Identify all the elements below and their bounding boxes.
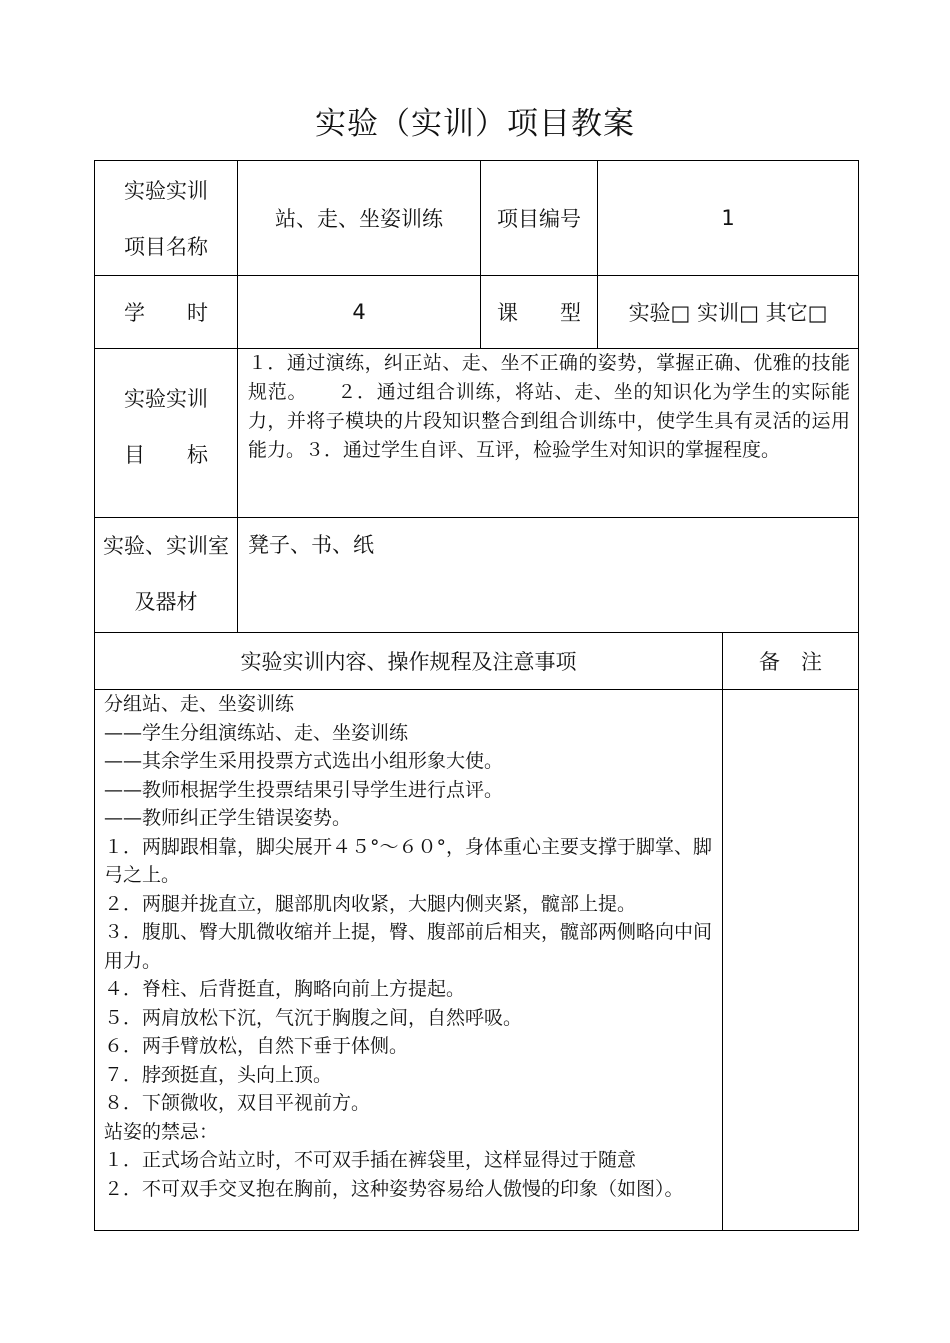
content-line: ——学生分组演练站、走、坐姿训练 xyxy=(104,721,409,744)
remarks-body xyxy=(723,690,858,1230)
project-name-label xyxy=(95,161,238,276)
content-line: ——教师纠正学生错误姿势。 xyxy=(104,807,352,829)
content-line: ２．两腿并拢直立，腿部肌肉收紧，大腿内侧夹紧，髋部上提。 xyxy=(104,892,637,915)
content-line: ４．脊柱、后背挺直，胸略向前上方提起。 xyxy=(104,978,466,1000)
content-line: ——教师根据学生投票结果引导学生进行点评。 xyxy=(104,778,504,801)
content-line: ７．脖颈挺直，头向上顶。 xyxy=(104,1063,333,1086)
project-number-value: 1 xyxy=(598,161,858,276)
lab-equipment-label-line1: 实验、实训室 xyxy=(103,534,229,558)
content-line: ３．腹肌、臀大肌微收缩并上提，臀、腹部前后相夹，髋部两侧略向中间用力。 xyxy=(104,921,713,972)
lesson-plan-table xyxy=(94,160,859,1231)
content-header: 实验实训内容、操作规程及注意事项 xyxy=(95,633,723,690)
project-name-label-line2: 项目名称 xyxy=(124,235,208,259)
course-type-label: 课 型 xyxy=(481,276,598,349)
content-body xyxy=(95,690,723,1230)
content-line: ——其余学生采用投票方式选出小组形象大使。 xyxy=(104,750,504,772)
project-name-label-line1: 实验实训 xyxy=(124,179,208,203)
content-line: １．正式场合站立时，不可双手插在裤袋里，这样显得过于随意 xyxy=(104,1149,637,1171)
project-name-value: 站、走、坐姿训练 xyxy=(238,161,481,276)
content-line: 分组站、走、坐姿训练 xyxy=(104,693,295,715)
course-type-value: 实验□ 实训□ 其它□ xyxy=(598,276,858,349)
goal-label-line1: 实验实训 xyxy=(124,387,208,411)
goal-label xyxy=(95,349,238,518)
content-line: １．两脚跟相靠，脚尖展开４５°～６０°，身体重心主要支撑于脚掌、脚弓之上。 xyxy=(104,835,713,886)
content-line: ２．不可双手交叉抱在胸前，这种姿势容易给人傲慢的印象（如图）。 xyxy=(104,1177,684,1200)
content-lines xyxy=(104,690,714,1203)
hours-value: 4 xyxy=(238,276,481,349)
goal-cell xyxy=(238,349,858,518)
content-line: 站姿的禁忌： xyxy=(104,1120,219,1143)
page-title: 实验（实训）项目教案 xyxy=(315,106,635,142)
content-line: ５．两肩放松下沉，气沉于胸腹之间，自然呼吸。 xyxy=(104,1006,523,1029)
goal-text: １．通过演练，纠正站、走、坐不正确的姿势，掌握正确、优雅的技能规范。 ２．通过组合训练，将站、走、坐的知识化为学生的实际能力，并将子模块的片段知识整合到组合训练中，使学生具有灵活的运用能力。３．通过学生自评、互评，检验学生对知识的掌握程度。 xyxy=(248,352,850,461)
hours-label: 学 时 xyxy=(95,276,238,349)
content-line: ６．两手臂放松，自然下垂于体侧。 xyxy=(104,1035,409,1057)
project-number-label: 项目编号 xyxy=(481,161,598,276)
lab-equipment-label-line2: 及器材 xyxy=(134,590,198,614)
remarks-header: 备 注 xyxy=(723,633,858,690)
content-line: ８．下颌微收，双目平视前方。 xyxy=(104,1092,371,1114)
lab-equipment-label xyxy=(95,518,238,633)
goal-label-line2: 目 标 xyxy=(124,443,208,467)
lab-equipment-value: 凳子、书、纸 xyxy=(238,518,858,633)
